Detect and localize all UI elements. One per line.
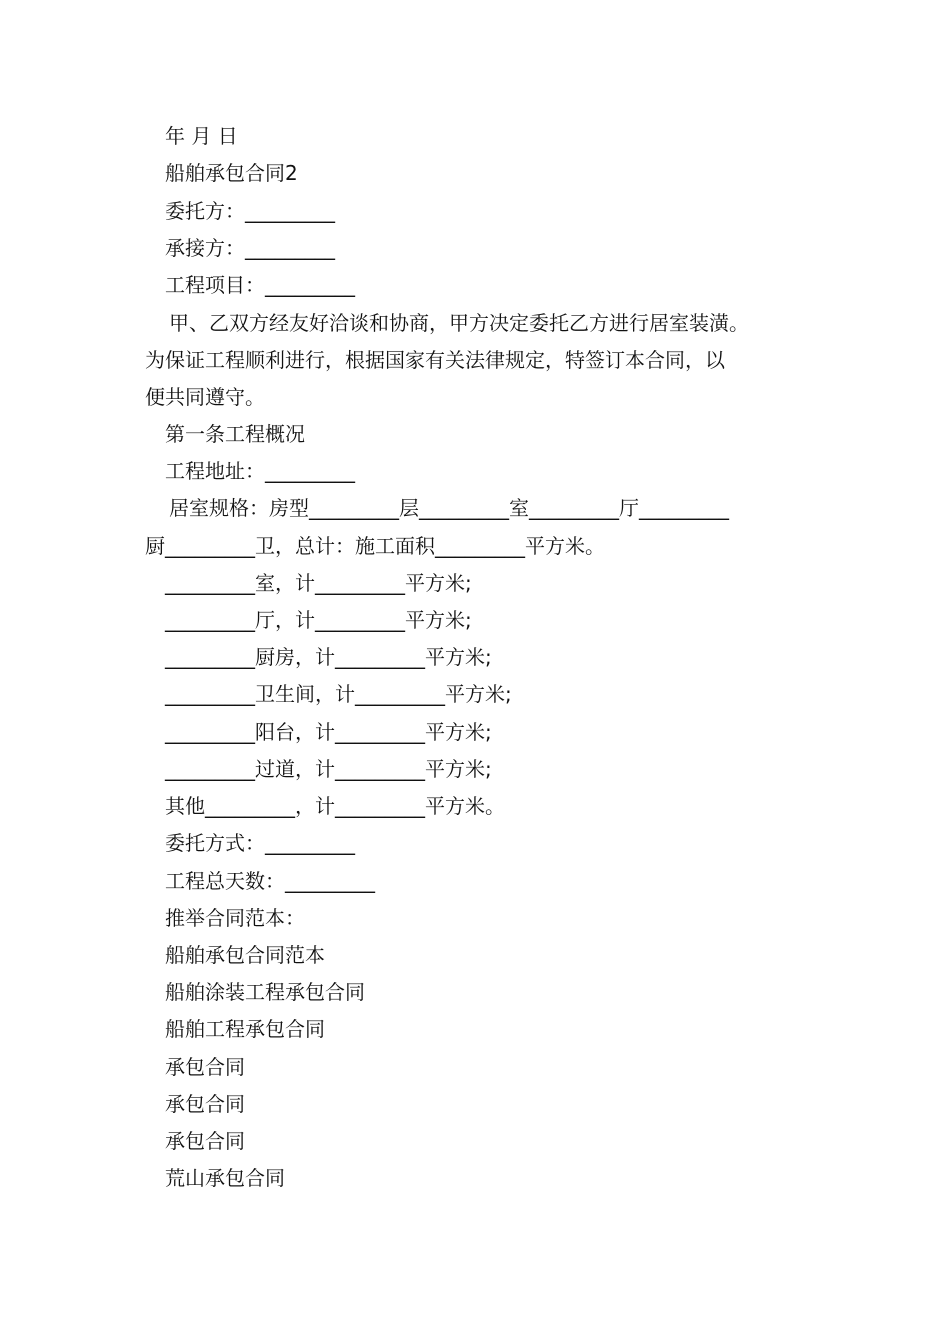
room-spec-line-1: 居室规格：房型_________层_________室_________厅_________ (169, 496, 729, 520)
article-1-heading: 第一条工程概况 (165, 422, 305, 446)
commission-method-line: 委托方式：_________ (165, 831, 355, 855)
recommended-heading: 推举合同范本： (165, 906, 305, 930)
area-corridor-line: _________过道，计_________平方米; (165, 757, 492, 781)
intro-paragraph-line-1: 甲、乙双方经友好洽谈和协商，甲方决定委托乙方进行居室装潢。 (169, 311, 749, 335)
recommended-item: 承包合同 (165, 1055, 245, 1079)
area-bathroom-line: _________卫生间，计_________平方米; (165, 682, 512, 706)
area-room-line: _________室，计_________平方米; (165, 571, 472, 595)
intro-paragraph-line-3: 便共同遵守。 (145, 385, 265, 409)
client-line: 委托方：_________ (165, 199, 335, 223)
intro-paragraph-line-2: 为保证工程顺利进行，根据国家有关法律规定，特签订本合同，以 (145, 348, 725, 372)
contractor-line: 承接方：_________ (165, 236, 335, 260)
contract-title: 船舶承包合同2 (165, 161, 298, 185)
recommended-item: 承包合同 (165, 1092, 245, 1116)
address-line: 工程地址：_________ (165, 459, 355, 483)
area-other-line: 其他_________，计_________平方米。 (165, 794, 505, 818)
date-line: 年 月 日 (165, 124, 238, 148)
project-line: 工程项目：_________ (165, 273, 355, 297)
recommended-item: 荒山承包合同 (165, 1166, 285, 1190)
total-days-line: 工程总天数：_________ (165, 869, 375, 893)
area-hall-line: _________厅，计_________平方米; (165, 608, 472, 632)
area-kitchen-line: _________厨房，计_________平方米; (165, 645, 492, 669)
area-balcony-line: _________阳台，计_________平方米; (165, 720, 492, 744)
recommended-item: 船舶涂装工程承包合同 (165, 980, 365, 1004)
recommended-item: 船舶工程承包合同 (165, 1017, 325, 1041)
recommended-item: 承包合同 (165, 1129, 245, 1153)
room-spec-line-2: 厨_________卫，总计：施工面积_________平方米。 (145, 534, 605, 558)
recommended-item: 船舶承包合同范本 (165, 943, 325, 967)
